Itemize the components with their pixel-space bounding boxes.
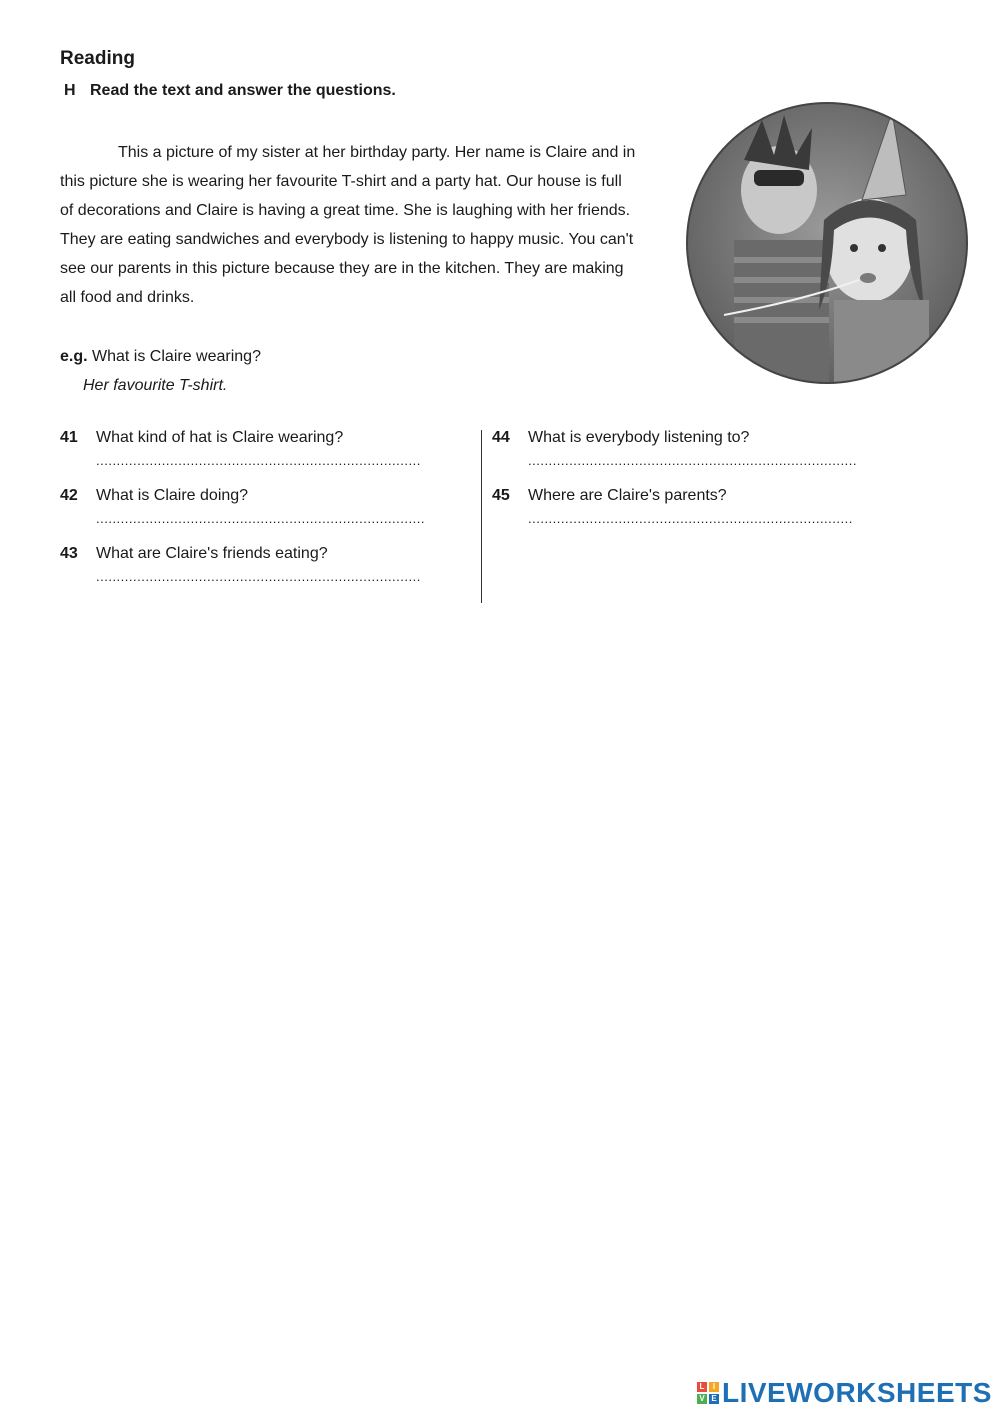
question-number: 42 [60,487,78,504]
question-number: 44 [492,429,510,446]
passage-line: this picture she is wearing her favourite T-shirt and a party hat. Our house is full [60,173,622,190]
logo-cell: I [709,1382,719,1392]
passage-line: This a picture of my sister at her birthday party. Her name is Claire and in [118,144,636,161]
question-text: Where are Claire's parents? [528,487,727,504]
instruction-text: Read the text and answer the questions. [90,82,396,99]
question-45 [492,487,912,537]
instruction [64,82,396,100]
example [60,342,261,400]
answer-line[interactable]: ............................................................................... [96,569,421,584]
party-photo [684,100,970,386]
answer-line[interactable]: ................................................................................ [96,511,425,526]
reading-passage [60,138,670,312]
question-42 [60,487,470,537]
question-text: What are Claire's friends eating? [96,545,328,562]
example-question: What is Claire wearing? [92,348,261,365]
answer-line[interactable]: ............................................................................... [528,511,853,526]
passage-line: They are eating sandwiches and everybody is listening to happy music. You can't [60,231,634,248]
section-title: Reading [60,48,135,69]
question-text: What is everybody listening to? [528,429,750,446]
answer-line[interactable]: ............................................................................... [96,453,421,468]
question-number: 43 [60,545,78,562]
passage-line: see our parents in this picture because they are in the kitchen. They are making [60,260,624,277]
passage-line: of decorations and Claire is having a great time. She is laughing with her friends. [60,202,631,219]
answer-line[interactable]: ................................................................................ [528,453,857,468]
footer-brand [697,1378,992,1408]
logo-cell: V [697,1394,707,1404]
example-answer: Her favourite T-shirt. [83,377,228,394]
question-44 [492,429,912,479]
question-number: 45 [492,487,510,504]
question-41 [60,429,470,479]
passage-line: all food and drinks. [60,289,195,306]
question-number: 41 [60,429,78,446]
example-label: e.g. [60,348,88,365]
brand-name: LIVEWORKSHEETS [722,1377,992,1408]
liveworksheets-logo-icon [697,1382,719,1404]
question-text: What kind of hat is Claire wearing? [96,429,344,446]
question-43 [60,545,470,595]
column-divider [481,430,482,603]
logo-cell: E [709,1394,719,1404]
instruction-letter: H [64,82,76,99]
question-text: What is Claire doing? [96,487,249,504]
logo-cell: L [697,1382,707,1392]
